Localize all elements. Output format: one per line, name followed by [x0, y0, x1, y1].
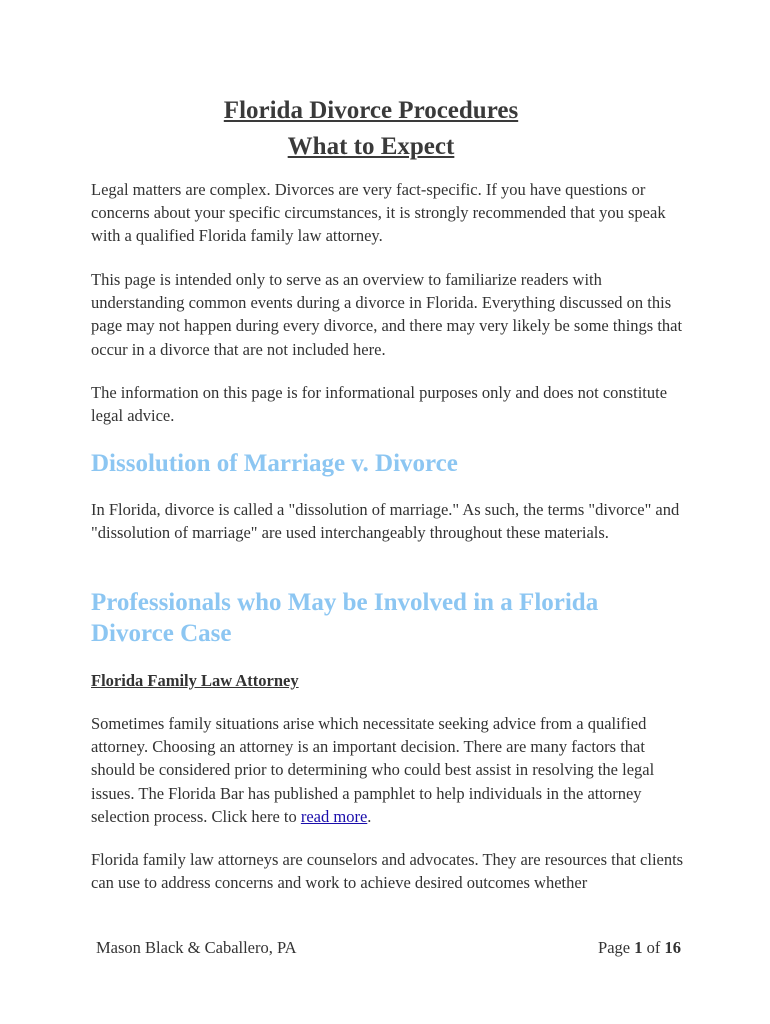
document-title: [71, 93, 671, 165]
section-heading-dissolution: Dissolution of Marriage v. Divorce: [91, 450, 458, 477]
intro-paragraph-1: Legal matters are complex. Divorces are very fact-specific. If you have questions or concerns about your specific circumstances, it is strongly recommended that you speak with a qualified Florida family law attorney.: [91, 180, 666, 246]
page-number: [598, 936, 681, 959]
read-more-link[interactable]: read more: [300, 806, 368, 826]
attorney-paragraph-1-text: Sometimes family situations arise which necessitate seeking advice from a qualified attorney. Choosing an attorney is an important decision. There are many factors that should be considered prior to determining who could best assist in resolving the legal issues. The Florida Bar has published a pamphlet to help individuals in the attorney selection process. Click here to: [91, 714, 655, 826]
attorney-paragraph-1: [91, 712, 691, 828]
total-pages: 16: [664, 938, 681, 957]
intro-paragraph-3: The information on this page is for informational purposes only and does not constitute legal advice.: [91, 383, 668, 426]
title-line-2: What to Expect: [287, 133, 455, 160]
of-word: of: [646, 938, 661, 957]
title-line-1: Florida Divorce Procedures: [223, 97, 519, 124]
intro-paragraph-2: This page is intended only to serve as an overview to familiarize readers with understanding common events during a divorce in Florida. Everything discussed on this page may not happen during every divorce, and there may very likely be some things that occur in a divorce that are not included here.: [91, 270, 683, 359]
page-word: Page: [598, 938, 631, 957]
footer-firm-name: Mason Black & Caballero, PA: [96, 938, 297, 957]
attorney-paragraph-1-end: .: [367, 806, 372, 826]
attorney-paragraph-2: Florida family law attorneys are counselors and advocates. They are resources that clients can use to address concerns and work to achieve desired outcomes whether: [91, 850, 684, 893]
section-heading-professionals: Professionals who May be Involved in a Florida Divorce Case: [91, 589, 599, 647]
dissolution-paragraph: In Florida, divorce is called a "dissolution of marriage." As such, the terms "divorce" and "dissolution of marriage" are used interchangeably throughout these materials.: [91, 500, 680, 543]
subheading-family-law-attorney: Florida Family Law Attorney: [91, 671, 299, 690]
current-page: 1: [634, 938, 643, 957]
